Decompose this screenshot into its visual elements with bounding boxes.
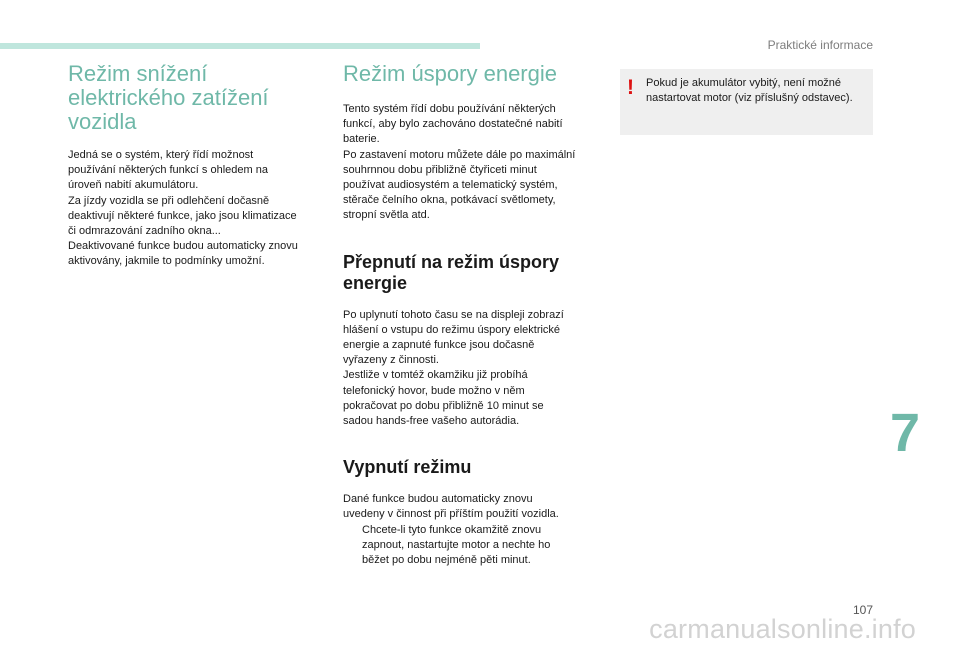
switch-text: Po uplynutí tohoto času se na displeji zobrazí hlášení o vstupu do režimu úspory elektrické energie a zapnuté funkce jsou dočasně vyřazeny z činnosti. Jestliže v tomtéž okamžiku již probíhá telefonický hovor, bude možno v něm pokračovat po dobu přibližně 10 minut se sadou hands-free vašeho autorádia.	[343, 308, 564, 428]
middle-intro: Tento systém řídí dobu používání některých funkcí, aby bylo zachováno dostatečné nabití baterie. Po zastavení motoru můžete dále po maximální souhrnnou dobu přibližně čtyřiceti minut používat audiosystém a telematický systém, stěrače čelního okna, potkávací světlomety, stropní světla atd.	[343, 103, 576, 222]
warning-box	[620, 69, 873, 135]
bullet-mark-icon	[343, 523, 362, 569]
top-accent-bar	[0, 43, 480, 49]
switch-title: Přepnutí na režim úspory energie	[343, 251, 560, 293]
chapter-number: 7	[890, 403, 921, 463]
warning-icon: !	[627, 76, 634, 99]
bullet-item: Chcete-li tyto funkce okamžitě znovu zapnout, nastartujte motor a nechte ho běžet po dobu nejméně pěti minut.	[343, 523, 605, 569]
page-number: 107	[852, 603, 873, 617]
watermark: carmanualsonline.info	[649, 614, 916, 644]
exit-title: Vypnutí režimu	[343, 457, 472, 478]
warning-text: Pokud je akumulátor vybitý, není možné nastartovat motor (viz příslušný odstavec).	[646, 77, 853, 105]
section-header: Praktické informace	[767, 38, 873, 52]
middle-title: Režim úspory energie	[343, 61, 557, 86]
left-paragraph: Jedná se o systém, který řídí možnost používání některých funkcí s ohledem na úroveň nabití akumulátoru. Za jízdy vozidla se při odlehčení dočasně deaktivují některé funkce, jako jsou klimatizace či odmrazování zadního okna... Deaktivované funkce budou automaticky znovu aktivovány, jakmile to podmínky umožní.	[68, 149, 298, 268]
middle-column	[343, 62, 605, 568]
exit-text: Dané funkce budou automaticky znovu uvedeny v činnost při příštím použití vozidla.	[343, 493, 559, 521]
left-title: Režim snížení elektrického zatížení vozidla	[68, 61, 269, 134]
left-column	[68, 62, 328, 270]
